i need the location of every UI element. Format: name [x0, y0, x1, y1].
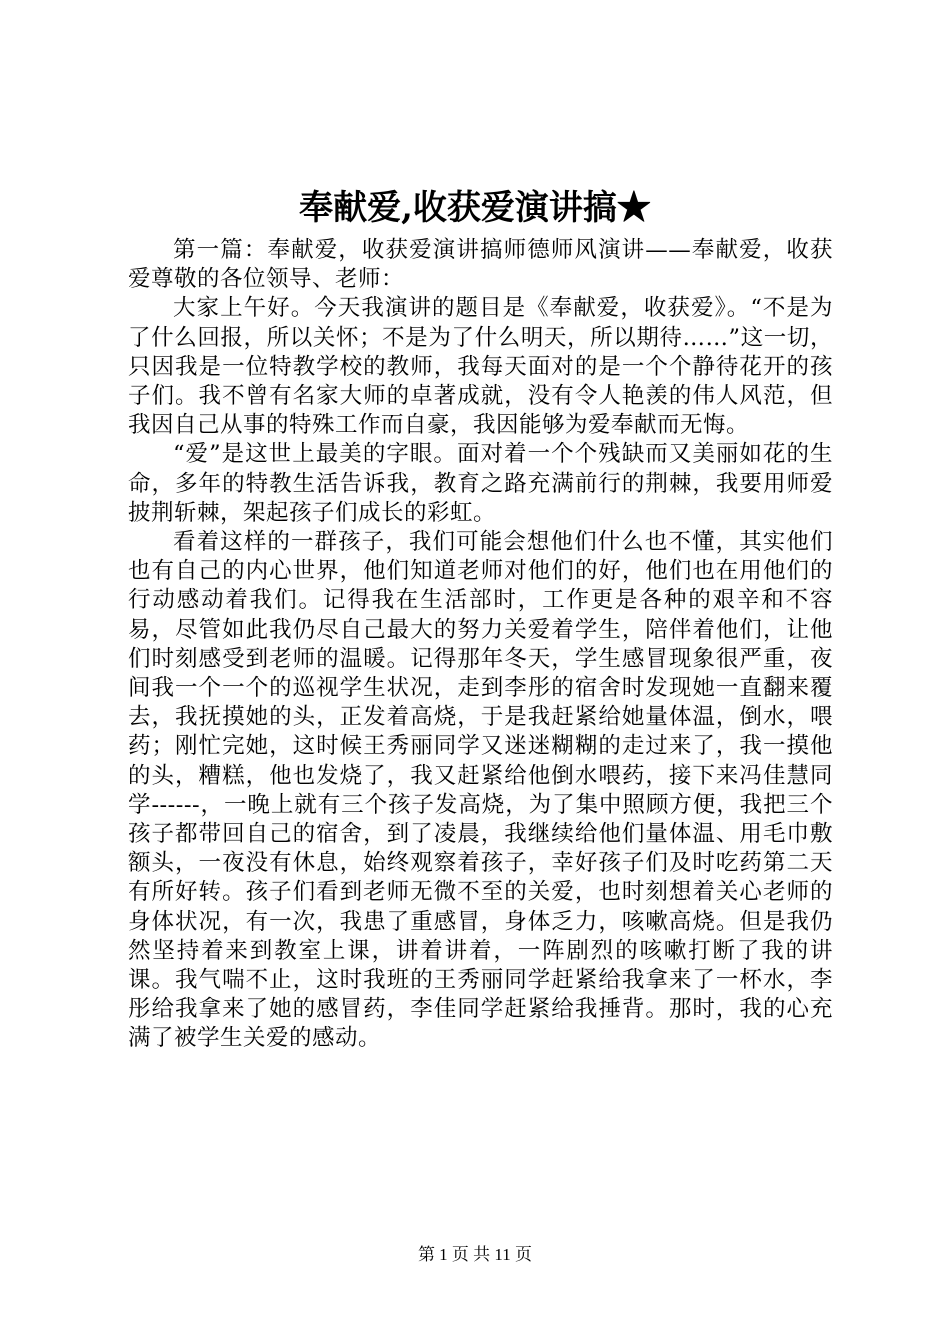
paragraph-4: 看着这样的一群孩子，我们可能会想他们什么也不懂，其实他们也有自己的内心世界，他们知道老师对他们的好，他们也在用他们的行动感动着我们。记得我在生活部时，工作更是各种的艰辛和不容易，尽管如此我仍尽自己最大的努力关爱着学生，陪伴着他们，让他们时刻感受到老师的温暖。记得那年冬天，学生感冒现象很严重，夜间我一个一个的巡视学生状况，走到李彤的宿舍时发现她一直翻来覆去，我抚摸她的头，正发着高烧，于是我赶紧给她量体温，倒水，喂药；刚忙完她，这时候王秀丽同学又迷迷糊糊的走过来了，我一摸他的头，糟糕，他也发烧了，我又赶紧给他倒水喂药，接下来冯佳慧同学------，一晚上就有三个孩子发高烧，为了集中照顾方便，我把三个孩子都带回自己的宿舍，到了凌晨，我继续给他们量体温、用毛巾敷额头，一夜没有休息，始终观察着孩子，幸好孩子们及时吃药第二天有所好转。孩子们看到老师无微不至的关爱，也时刻想着关心老师的身体状况，有一次，我患了重感冒，身体乏力，咳嗽高烧。但是我仍然坚持着来到教室上课，讲着讲着，一阵剧烈的咳嗽打断了我的讲课。我气喘不止，这时我班的王秀丽同学赶紧给我拿来了一杯水，李彤给我拿来了她的感冒药，李佳同学赶紧给我捶背。那时，我的心充满了被学生关爱的感动。: [128, 529, 833, 1052]
paragraph-3: “爱”是这世上最美的字眼。面对着一个个残缺而又美丽如花的生命，多年的特教生活告诉我，教育之路充满前行的荆棘，我要用师爱披荆斩棘，架起孩子们成长的彩虹。: [128, 441, 833, 526]
document-title: 奉献爱,收获爱演讲搞★: [299, 188, 651, 228]
paragraph-2: 大家上午好。今天我演讲的题目是《奉献爱，收获爱》。“不是为了什么回报，所以关怀；不是为了什么明天，所以期待……”这一切，只因我是一位特教学校的教师，我每天面对的是一个个静待花开的孩子们。我不曾有名家大师的卓著成就，没有令人艳羡的伟人风范，但我因自己从事的特殊工作而自豪，我因能够为爱奉献而无悔。: [128, 295, 833, 439]
document-body: [128, 236, 833, 1054]
paragraph-1: 第一篇：奉献爱，收获爱演讲搞师德师风演讲——奉献爱，收获爱尊敬的各位领导、老师：: [128, 237, 833, 293]
page-footer: 第 1 页 共 11 页: [417, 1245, 533, 1264]
